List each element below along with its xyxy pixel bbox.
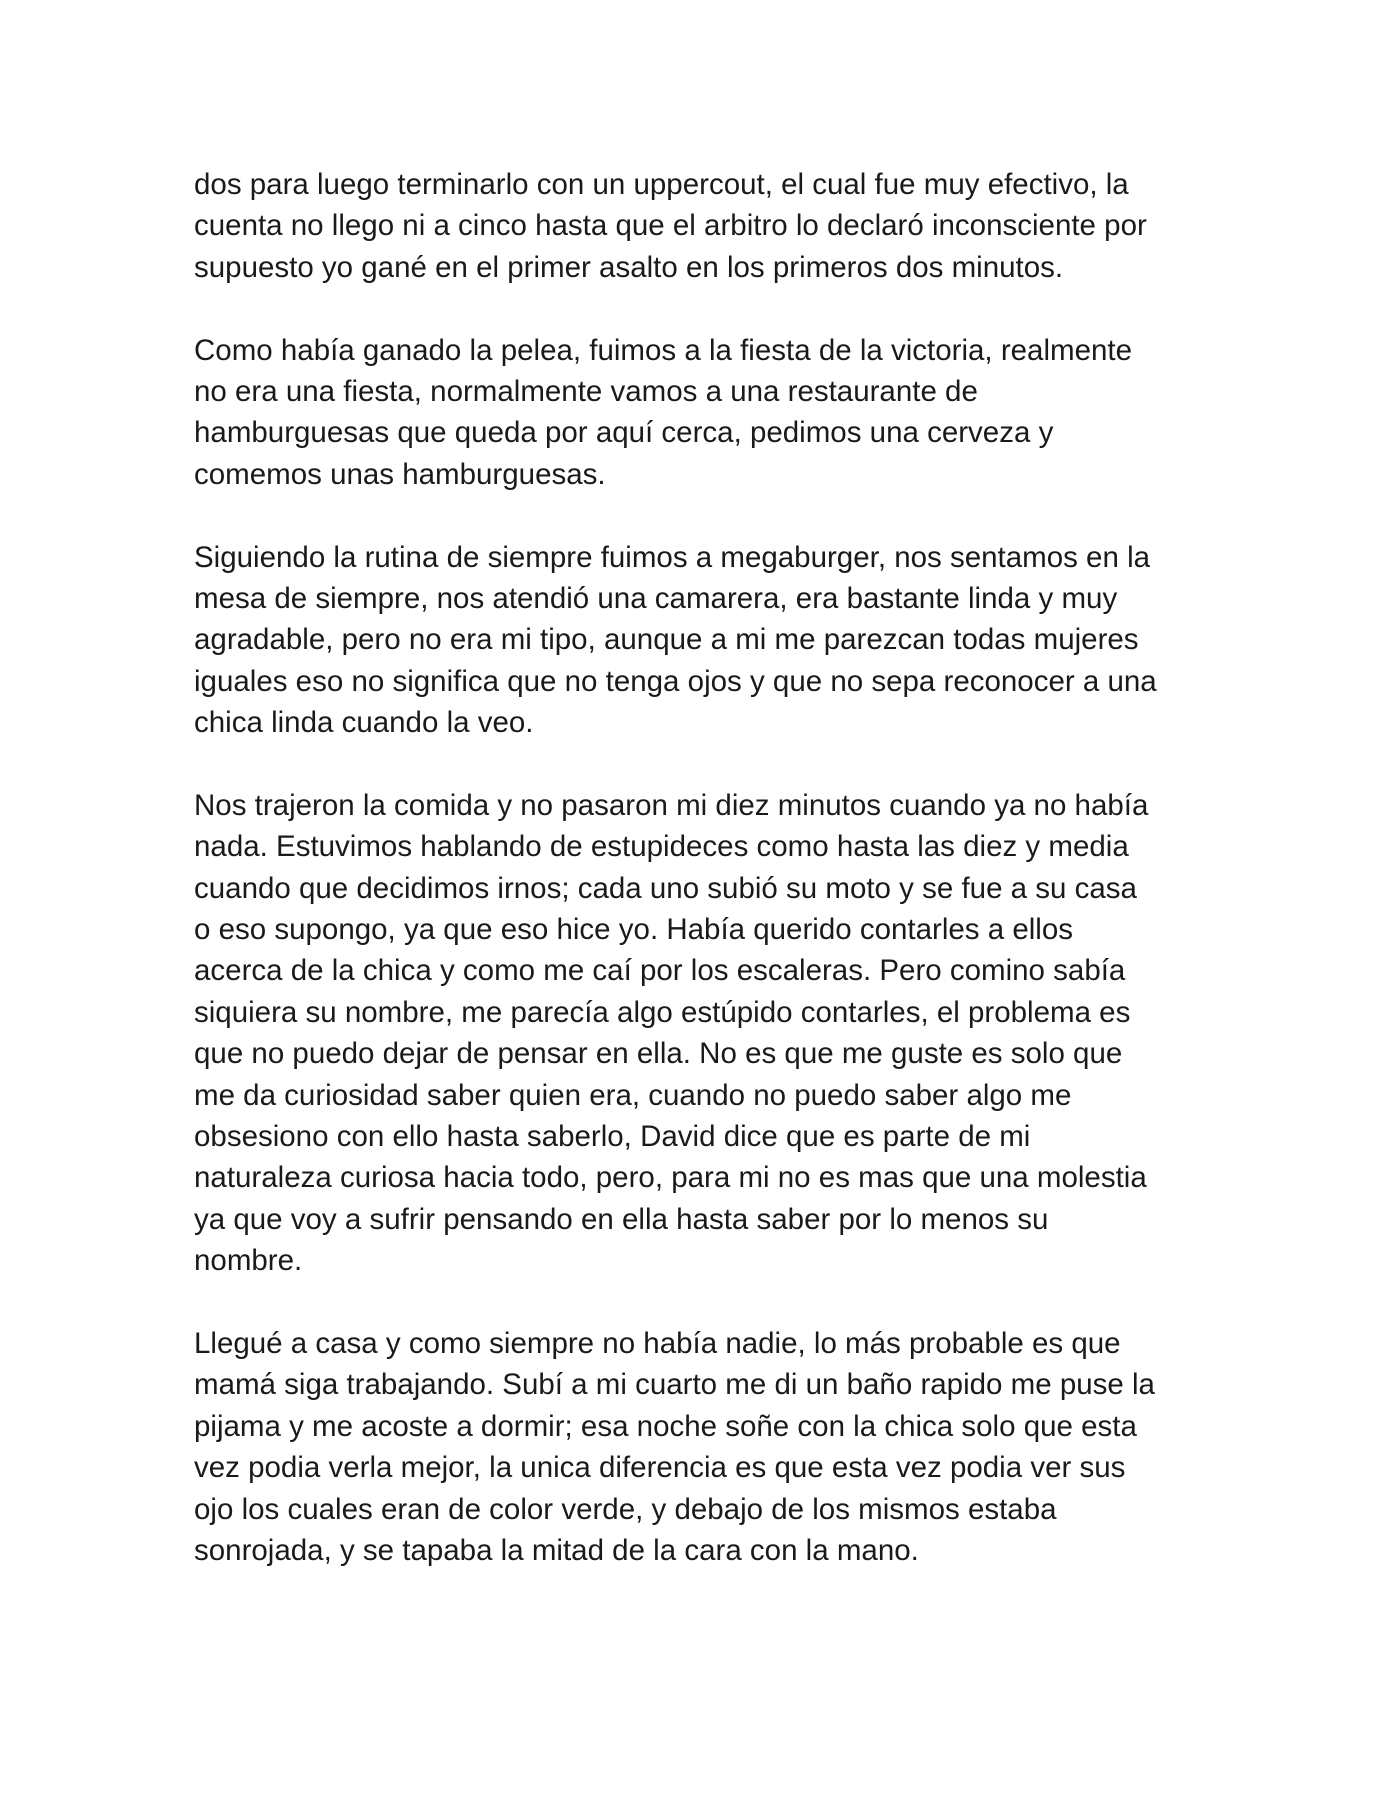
text-line: supuesto yo gané en el primer asalto en los primeros dos minutos. bbox=[194, 250, 1064, 284]
text-line: sonrojada, y se tapaba la mitad de la cara con la mano. bbox=[194, 1533, 919, 1567]
text-line: no era una fiesta, normalmente vamos a una restaurante de bbox=[194, 374, 978, 408]
text-line: dos para luego terminarlo con un uppercout, el cual fue muy efectivo, la bbox=[194, 168, 1129, 201]
text-line: Como había ganado la pelea, fuimos a la fiesta de la victoria, realmente bbox=[194, 333, 1132, 367]
text-line: siquiera su nombre, me parecía algo estúpido contarles, el problema es bbox=[194, 995, 1131, 1029]
text-line: mesa de siempre, nos atendió una camarera, era bastante linda y muy bbox=[194, 581, 1118, 615]
text-line: ya que voy a sufrir pensando en ella hasta saber por lo menos su bbox=[194, 1202, 1049, 1236]
text-line: nombre. bbox=[194, 1244, 303, 1278]
text-line: me da curiosidad saber quien era, cuando no puedo saber algo me bbox=[194, 1078, 1072, 1112]
text-line: cuando que decidimos irnos; cada uno subió su moto y se fue a su casa bbox=[194, 871, 1137, 905]
text-line: hamburguesas que queda por aquí cerca, pedimos una cerveza y bbox=[194, 416, 1054, 450]
text-line: que no puedo dejar de pensar en ella. No es que me guste es solo que bbox=[194, 1037, 1123, 1071]
text-line: pijama y me acoste a dormir; esa noche soñe con la chica solo que esta bbox=[194, 1409, 1137, 1443]
text-line: iguales eso no significa que no tenga ojos y que no sepa reconocer a una bbox=[194, 664, 1157, 698]
text-line: comemos unas hamburguesas. bbox=[194, 457, 606, 491]
text-line: Nos trajeron la comida y no pasaron mi diez minutos cuando ya no había bbox=[194, 788, 1149, 822]
text-line: o eso supongo, ya que eso hice yo. Había querido contarles a ellos bbox=[194, 913, 1074, 947]
text-line: acerca de la chica y como me caí por los escaleras. Pero comino sabía bbox=[194, 954, 1126, 988]
text-line: Siguiendo la rutina de siempre fuimos a megaburger, nos sentamos en la bbox=[194, 540, 1151, 574]
text-line: mamá siga trabajando. Subí a mi cuarto me di un baño rapido me puse la bbox=[194, 1368, 1155, 1402]
text-line: Llegué a casa y como siempre no había nadie, lo más probable es que bbox=[194, 1326, 1121, 1360]
text-line: obsesiono con ello hasta saberlo, David dice que es parte de mi bbox=[194, 1119, 1031, 1153]
paragraph-5 bbox=[194, 1323, 1234, 1571]
text-line: ojo los cuales eran de color verde, y debajo de los mismos estaba bbox=[194, 1492, 1057, 1526]
text-line: chica linda cuando la veo. bbox=[194, 706, 534, 740]
paragraph-3 bbox=[194, 537, 1234, 744]
text-line: vez podia verla mejor, la unica diferencia es que esta vez podia ver sus bbox=[194, 1451, 1126, 1485]
text-line: agradable, pero no era mi tipo, aunque a mi me parezcan todas mujeres bbox=[194, 623, 1139, 657]
text-line: nada. Estuvimos hablando de estupideces como hasta las diez y media bbox=[194, 830, 1129, 864]
document-body bbox=[194, 164, 1234, 1613]
paragraph-4 bbox=[194, 785, 1234, 1282]
text-line: cuenta no llego ni a cinco hasta que el arbitro lo declaró inconsciente por bbox=[194, 209, 1147, 243]
paragraph-1 bbox=[194, 164, 1234, 288]
text-line: naturaleza curiosa hacia todo, pero, para mi no es mas que una molestia bbox=[194, 1161, 1147, 1195]
paragraph-2 bbox=[194, 330, 1234, 496]
